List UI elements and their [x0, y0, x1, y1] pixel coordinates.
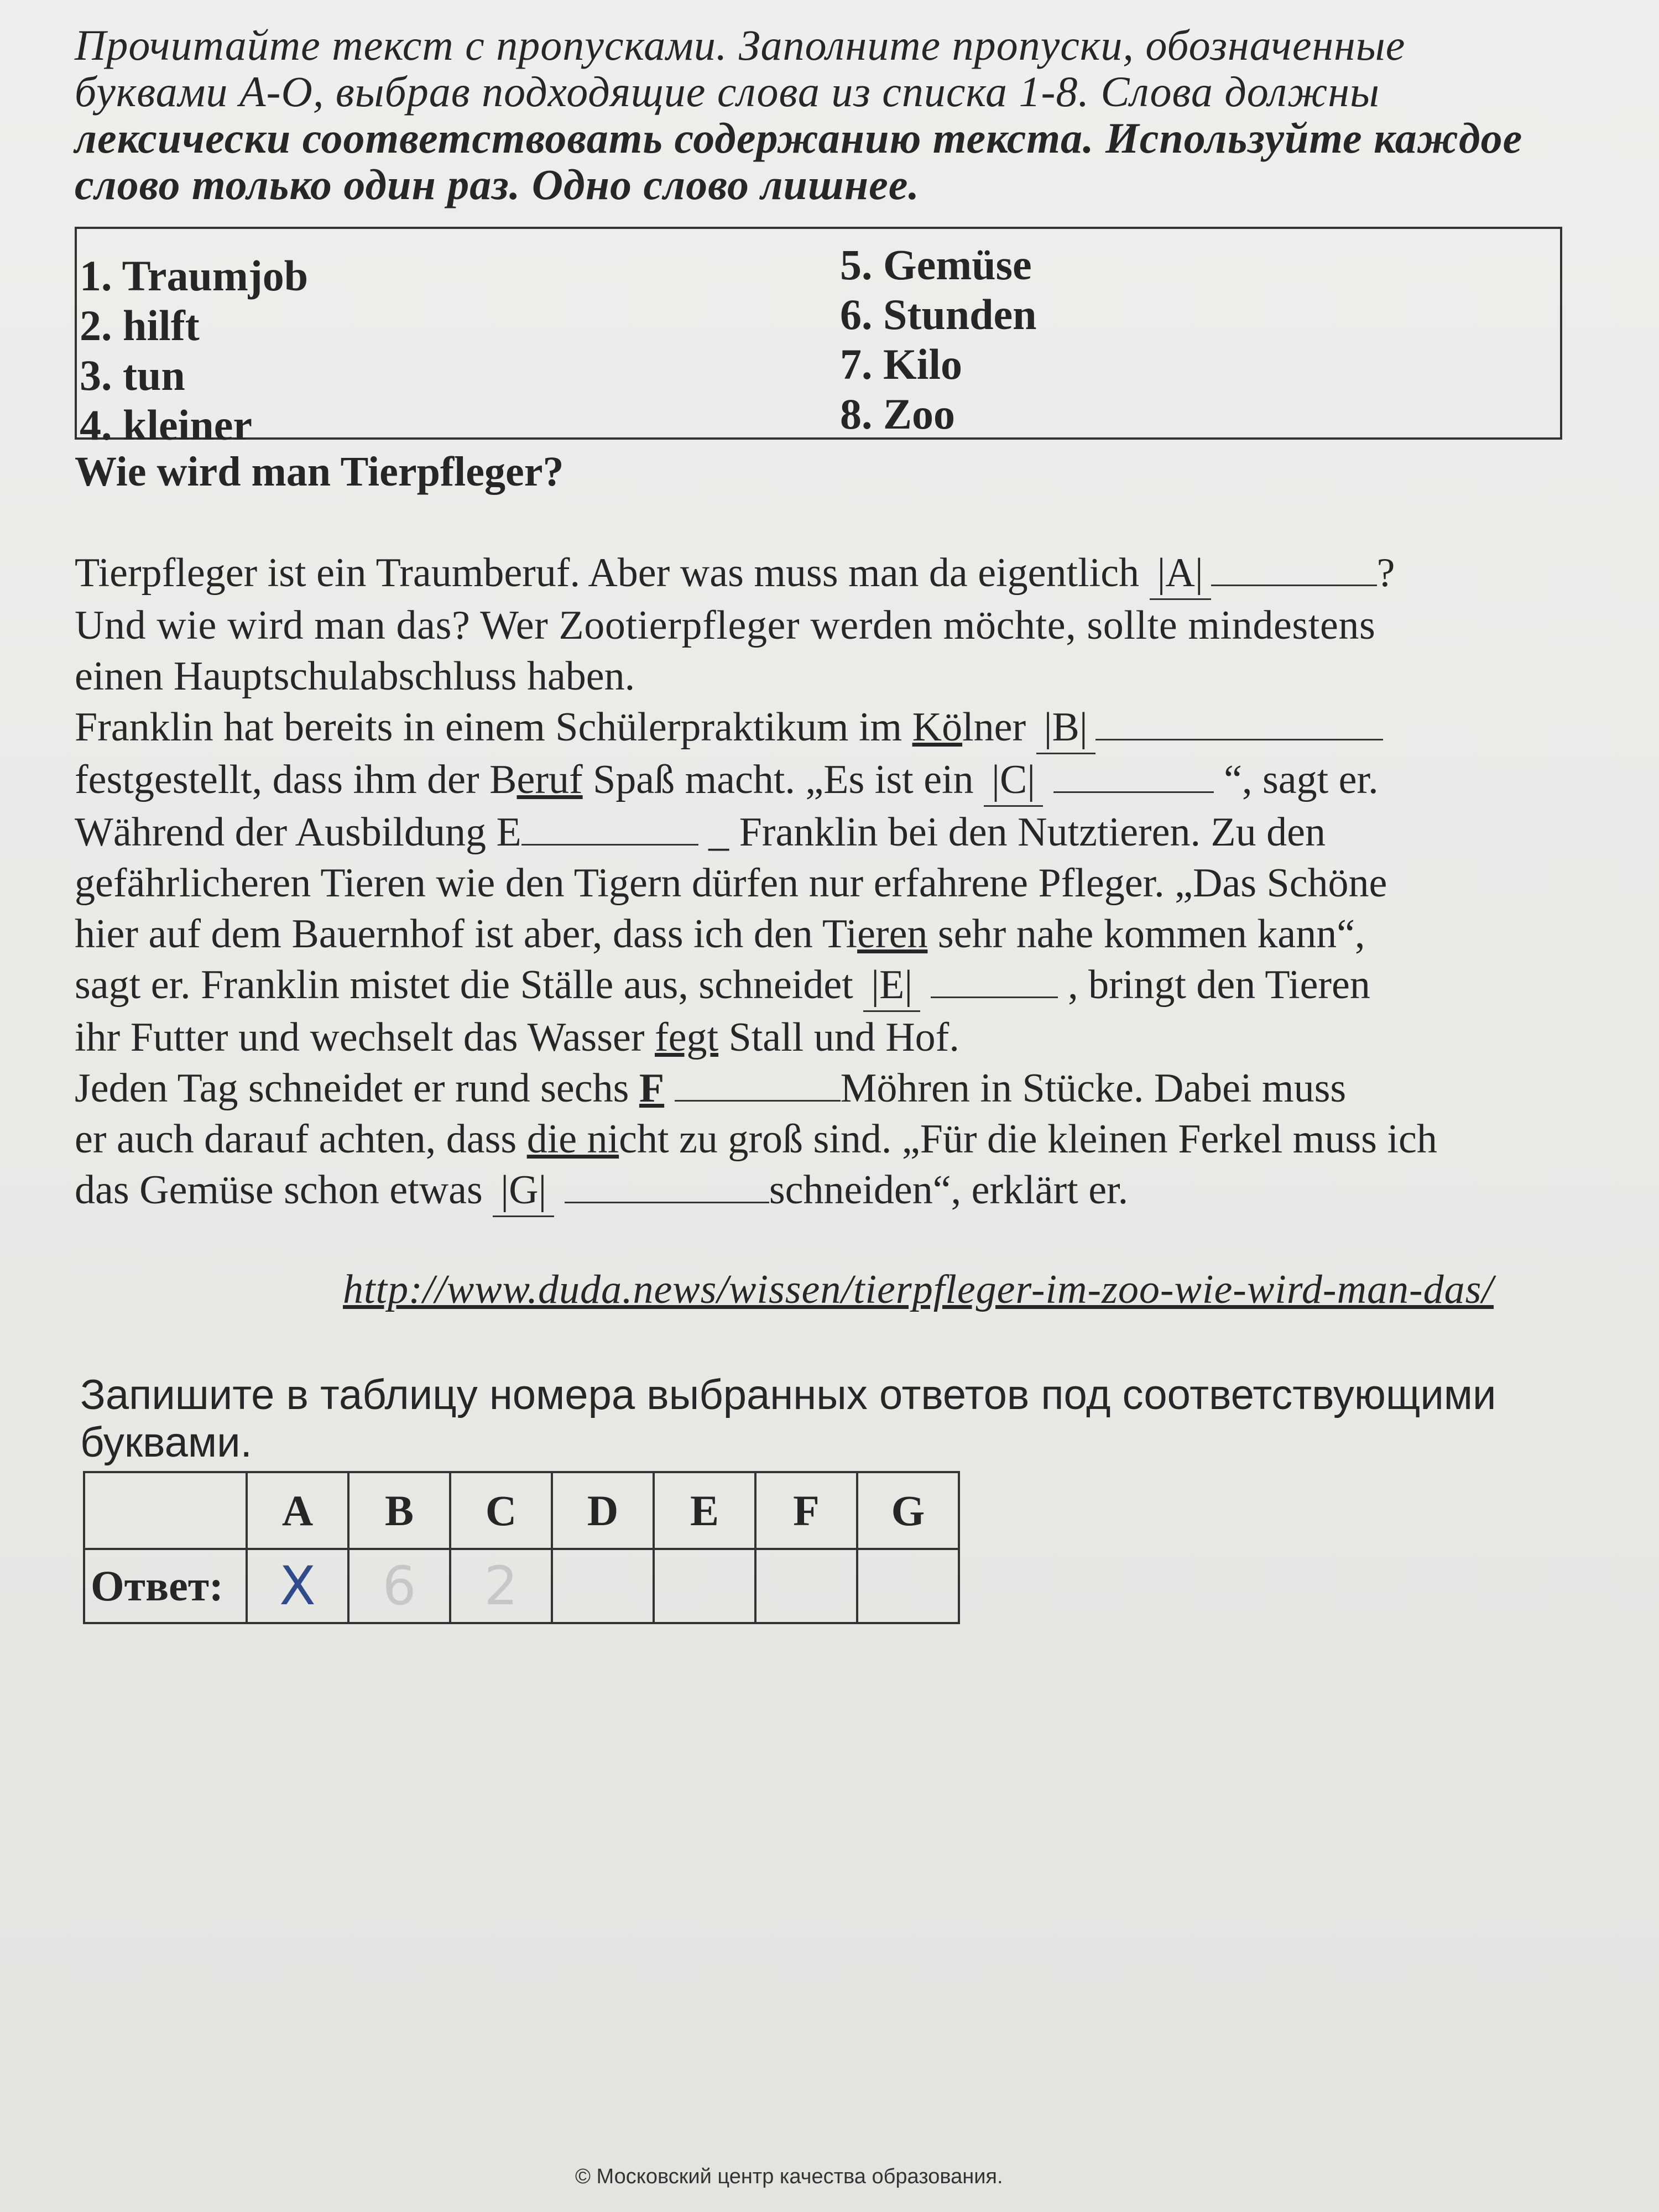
answer-cell-d[interactable]	[552, 1549, 654, 1623]
answer-table-header	[84, 1472, 959, 1549]
text-line: das Gemüse schon etwas | G | schneiden“, erklärt er.	[75, 1165, 1579, 1217]
header-cell: D	[552, 1472, 654, 1549]
gap-e[interactable]: | E |	[863, 959, 920, 1012]
answer-cell-e[interactable]	[654, 1549, 755, 1623]
text-line: einen Hauptschulabschluss haben.	[75, 654, 635, 699]
gap-g[interactable]: | G |	[493, 1165, 554, 1217]
handwritten-answer: 2	[484, 1555, 518, 1617]
gap-f-blank[interactable]	[675, 1067, 841, 1102]
text-line: ihr Futter und wechselt das Wasser fegt Stall und Hof.	[75, 1015, 959, 1060]
word-item: 5. Gemüse	[840, 241, 1032, 289]
answer-cell-c[interactable]	[450, 1549, 552, 1623]
instruction-line: Прочитайте текст с пропусками. Заполните пропуски, обозначенные	[75, 21, 1406, 69]
word-item: 4. kleiner	[80, 401, 252, 449]
text-line: sagt er. Franklin mistet die Ställe aus, schneidet | E | , bringt den Tieren	[75, 959, 1579, 1012]
gap-a[interactable]: | A |	[1150, 547, 1211, 600]
answer-cell-g[interactable]	[857, 1549, 959, 1623]
text-line: Und wie wird man das? Wer Zootierpfleger werden möchte, sollte mindestens	[75, 603, 1376, 648]
answer-table	[83, 1471, 960, 1624]
answer-cell-b[interactable]	[348, 1549, 450, 1623]
instruction-line: буквами А-О, выбрав подходящие слова из списка 1-8. Слова должны	[75, 67, 1380, 116]
gap-f[interactable]: F	[639, 1066, 665, 1111]
handwritten-answer: 6	[382, 1555, 416, 1617]
source-link[interactable]: http://www.duda.news/wissen/tierpfleger-im-zoo-wie-wird-man-das/	[343, 1267, 1494, 1312]
text-line: Tierpfleger ist ein Traumberuf. Aber was muss man da eigentlich | A | ?	[75, 547, 1579, 600]
text-line: Während der Ausbildung E _ Franklin bei den Nutztieren. Zu den	[75, 810, 1326, 855]
task-line: буквами.	[80, 1419, 252, 1466]
answer-cell-f[interactable]	[755, 1549, 857, 1623]
header-cell: G	[857, 1472, 959, 1549]
gap-b[interactable]: | B |	[1036, 702, 1095, 754]
text-line: gefährlicheren Tieren wie den Tigern dürfen nur erfahrene Pfleger. „Das Schöne	[75, 860, 1387, 906]
text-line: er auch darauf achten, dass die nicht zu groß sind. „Für die kleinen Ferkel muss ich	[75, 1117, 1437, 1162]
header-cell: C	[450, 1472, 552, 1549]
copyright-footer: © Московский центр качества образования.	[575, 2165, 1003, 2188]
gap-e-blank[interactable]	[931, 963, 1058, 998]
gap-g-blank[interactable]	[565, 1168, 769, 1203]
gap-b-blank[interactable]	[1095, 706, 1383, 740]
instructions	[75, 22, 1573, 208]
word-item: 3. tun	[80, 351, 185, 399]
word-item: 8. Zoo	[840, 390, 956, 438]
answer-cell-a[interactable]	[247, 1549, 348, 1623]
handwritten-answer: Х	[279, 1555, 316, 1617]
gap-text	[75, 547, 1579, 1217]
instruction-line: лексически соответствовать содержанию текста. Используйте каждое	[75, 114, 1523, 162]
header-cell: A	[247, 1472, 348, 1549]
text-title: Wie wird man Tierpfleger?	[75, 448, 564, 495]
word-item: 6. Stunden	[840, 290, 1037, 338]
gap-c[interactable]: | C |	[984, 754, 1043, 807]
gap-e-first-blank[interactable]	[521, 811, 698, 846]
instruction-line: слово только один раз. Одно слово лишнее.	[75, 160, 920, 208]
word-item: 1. Traumjob	[80, 252, 309, 300]
header-cell: B	[348, 1472, 450, 1549]
word-item: 2. hilft	[80, 301, 200, 349]
word-list-left	[80, 251, 308, 450]
header-cell: F	[755, 1472, 857, 1549]
gap-c-blank[interactable]	[1053, 758, 1214, 793]
text-line: Jeden Tag schneidet er rund sechs F Möhren in Stücke. Dabei muss	[75, 1066, 1347, 1111]
word-list-box	[75, 227, 1562, 449]
word-list-right	[840, 240, 1037, 439]
header-cell: E	[654, 1472, 755, 1549]
text-line: hier auf dem Bauernhof ist aber, dass ich den Tieren sehr nahe kommen kann“,	[75, 911, 1365, 957]
task-instruction	[80, 1371, 1590, 1467]
answer-row	[84, 1549, 959, 1623]
word-item: 7. Kilo	[840, 340, 963, 388]
header-empty-cell	[84, 1472, 247, 1549]
answer-row-label: Ответ:	[84, 1549, 247, 1623]
task-line: Запишите в таблицу номера выбранных ответов под соответствующими	[80, 1371, 1496, 1418]
text-line: Franklin hat bereits in einem Schülerpraktikum im Kölner | B |	[75, 702, 1579, 754]
gap-a-blank[interactable]	[1211, 551, 1377, 586]
text-line: festgestellt, dass ihm der Beruf Spaß macht. „Es ist ein | C | “, sagt er.	[75, 754, 1579, 807]
